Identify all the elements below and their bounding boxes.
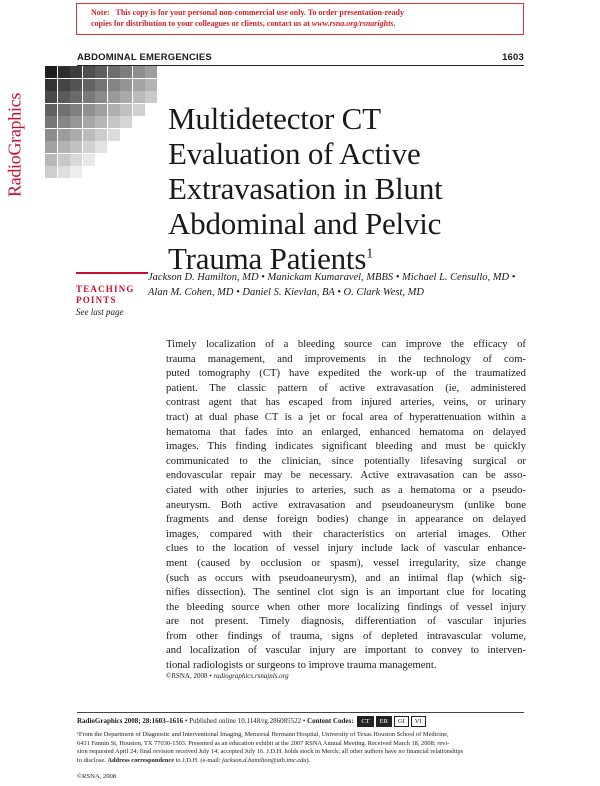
title-line: Abdominal and Pelvic [168, 205, 442, 241]
abstract-line: images, compared with their characteristics on arterial images. Other [166, 527, 526, 540]
affiliation-footnote [77, 731, 524, 765]
grid-cell [45, 66, 57, 78]
abstract-line: clues to the location of vessel injury include lack of vascular enhance- [166, 542, 526, 555]
page-number: 1603 [502, 52, 524, 63]
author-list: Jackson D. Hamilton, MD • Manickam Kumaravel, MBBS • Michael L. Censullo, MD • Alan M. Cohen, MD • Daniel S. Kievlan, BA • O. Clark West, MD [148, 272, 516, 298]
grid-cell [70, 79, 82, 91]
abstract-line: the bleeding source when other more localizing findings of vessel injury [166, 600, 526, 613]
abstract-line: from other findings of trauma, signs of depleted intravascular volume, [166, 629, 526, 642]
footnote-line: sion requested April 24; final revision received July 14; accepted July 16. J.D.H. holds stock in Merck; all other authors have no financial relationships [77, 748, 464, 756]
grid-cell [133, 66, 145, 78]
grid-cell [108, 116, 120, 128]
grid-cell [120, 66, 132, 78]
grid-cell [45, 91, 57, 103]
grid-cell [70, 129, 82, 141]
correspondence-label: Address correspondence [107, 756, 175, 764]
title-line: Trauma Patients [168, 240, 367, 276]
abstract-line: endovascular repair may be necessary. Active extravasation can be asso- [166, 469, 526, 482]
abstract-line: communicated to the clinician, since potentially lifesaving surgical or [166, 454, 526, 467]
grid-cell [45, 154, 57, 166]
grid-cell [95, 79, 107, 91]
grid-cell [58, 166, 70, 178]
grid-cell [95, 141, 107, 153]
grid-cell [58, 116, 70, 128]
grid-cell [45, 129, 57, 141]
abstract-line: (such as occurs with pseudoaneurysm), and an intimal flap (which sig- [166, 571, 526, 584]
abstract-line: tract) at dual phase CT is a jet or focal area of hyperattenuation within a [166, 410, 526, 423]
doi-info: • Published online 10.1148/rg.286085522 • [183, 717, 308, 726]
grid-cell [95, 66, 107, 78]
page-copyright: ©RSNA, 2008 [77, 773, 117, 780]
abstract [166, 337, 526, 673]
abstract-line: ment (caused by occlusion or spasm), vessel irregularity, size change [166, 556, 526, 569]
grid-cell [70, 91, 82, 103]
abstract-line: images. This finding indicates significant bleeding and must be quickly [166, 440, 526, 453]
title-line: Extravasation in Blunt [168, 170, 443, 206]
content-code-badge: ER [376, 716, 392, 727]
grid-cell [95, 104, 107, 116]
grid-cell [108, 79, 120, 91]
abstract-line: nifies dissection). The sentinel clot sign is an important clue for locating [166, 586, 526, 599]
abstract-line: Timely localization of a bleeding source can improve the efficacy of [166, 338, 526, 350]
grid-cell [145, 79, 157, 91]
grid-cell [95, 116, 107, 128]
journal-brand [4, 80, 26, 210]
journal-citation: RadioGraphics 2008; 28:1603–1616 [77, 717, 184, 726]
teaching-points-box[interactable] [76, 272, 148, 317]
title-line: Evaluation of Active [168, 135, 421, 171]
content-code-badge: VI [411, 716, 426, 727]
grid-cell [45, 116, 57, 128]
abstract-line: ciated with other injuries to arteries, such as a hematoma or a pseudo- [166, 483, 526, 496]
grid-cell [83, 116, 95, 128]
grid-cell [45, 166, 57, 178]
content-code-badge: CT [357, 716, 373, 727]
content-codes-label: Content Codes: [307, 717, 354, 726]
content-codes [357, 716, 427, 727]
abstract-line: contrast agent that has escaped from injured arteries, veins, or urinary [166, 396, 526, 409]
grid-cell [45, 141, 57, 153]
grid-cell [120, 104, 132, 116]
grid-cell [58, 91, 70, 103]
grid-cell [70, 66, 82, 78]
grid-cell [108, 129, 120, 141]
copyright-notice [76, 3, 524, 35]
grid-cell [120, 79, 132, 91]
grid-cell [70, 104, 82, 116]
grid-cell [133, 79, 145, 91]
grid-cell [58, 129, 70, 141]
section-header [77, 52, 524, 63]
grid-cell [83, 141, 95, 153]
grid-cell [83, 91, 95, 103]
grid-cell [70, 141, 82, 153]
teaching-points-label-2: POINTS [76, 295, 117, 305]
grid-cell [108, 91, 120, 103]
grid-cell [58, 104, 70, 116]
grid-cell [45, 79, 57, 91]
grid-cell [108, 66, 120, 78]
notice-label: Note: [91, 8, 110, 17]
grid-cell [133, 104, 145, 116]
grid-cell [145, 91, 157, 103]
title-line: Multidetector CT [168, 100, 381, 136]
grid-cell [95, 129, 107, 141]
teaching-points-label: TEACHING [76, 284, 135, 294]
grid-cell [70, 154, 82, 166]
abstract-line: hematoma that fades into an enlarged, enhanced hematoma on delayed [166, 425, 526, 438]
grid-cell [120, 91, 132, 103]
notice-line-2: copies for distribution to your colleagues or clients, contact us at www.rsna.org/rsnarights. [91, 19, 396, 28]
grid-cell [70, 116, 82, 128]
grid-cell [58, 141, 70, 153]
grid-cell [133, 91, 145, 103]
abstract-line: tional radiologists or surgeons to improve trauma management. [166, 659, 437, 672]
abstract-line: fragments and dense foreign bodies) change in appearance on delayed [166, 513, 526, 526]
content-code-badge: GI [394, 716, 409, 727]
footnote-line: 6431 Fannin St, Houston, TX 77030-1503. Presented as an education exhibit at the 2007 RSNA Annual Meeting. Received March 18, 2008; revi- [77, 739, 450, 747]
grid-cell [58, 79, 70, 91]
section-label: ABDOMINAL EMERGENCIES [77, 52, 212, 63]
grid-cell [145, 66, 157, 78]
grid-cell [58, 154, 70, 166]
correspondence-email[interactable]: jackson.d.hamilton@uth.tmc.edu [222, 756, 307, 764]
grid-cell [83, 79, 95, 91]
grid-cell [108, 104, 120, 116]
grid-cell [95, 91, 107, 103]
title-footnote-mark: 1 [366, 246, 374, 262]
article-title [168, 101, 528, 276]
abstract-line: and localization of vascular injury are important to convey to interven- [166, 644, 526, 657]
teaching-points-note: See last page [76, 307, 124, 317]
grid-cell [58, 66, 70, 78]
abstract-copyright: ©RSNA, 2008 • radiographics.rsnajnls.org [166, 672, 289, 680]
grid-cell [70, 166, 82, 178]
grid-cell [83, 104, 95, 116]
footnote-line: to disclose. Address correspondence to J.D.H. (e-mail: jackson.d.hamilton@uth.tmc.edu). [77, 756, 311, 764]
abstract-line: trauma management, and improvements in the technology of com- [166, 352, 526, 365]
grid-cell [120, 116, 132, 128]
abstract-line: patient. The classic pattern of active extravasation (ie, administered [166, 381, 526, 394]
footnote-line: ¹From the Department of Diagnostic and Interventional Imaging, Memorial Hermann Hospital, University of Texas Houston School of Medicine, [77, 731, 449, 738]
journal-brand-text: RadioGraphics [4, 92, 25, 198]
abstract-line: puted tomography (CT) have expedited the work-up of the traumatized [166, 367, 526, 380]
abstract-line: aneurysm. Both active extravasation and pseudoaneurysm (unlike bone [166, 498, 526, 511]
grid-cell [83, 66, 95, 78]
grid-cell [83, 129, 95, 141]
citation-line [77, 716, 524, 727]
notice-line-1: This copy is for your personal non-commercial use only. To order presentation-ready [115, 8, 404, 17]
rights-link[interactable]: www.rsna.org/rsnarights [311, 19, 394, 28]
grid-cell [83, 154, 95, 166]
abstract-line: are not present. Timely diagnosis, differentiation of vascular injuries [166, 615, 526, 628]
grid-cell [45, 104, 57, 116]
footer-rule [77, 712, 524, 713]
journal-url[interactable]: radiographics.rsnajnls.org [213, 672, 289, 680]
